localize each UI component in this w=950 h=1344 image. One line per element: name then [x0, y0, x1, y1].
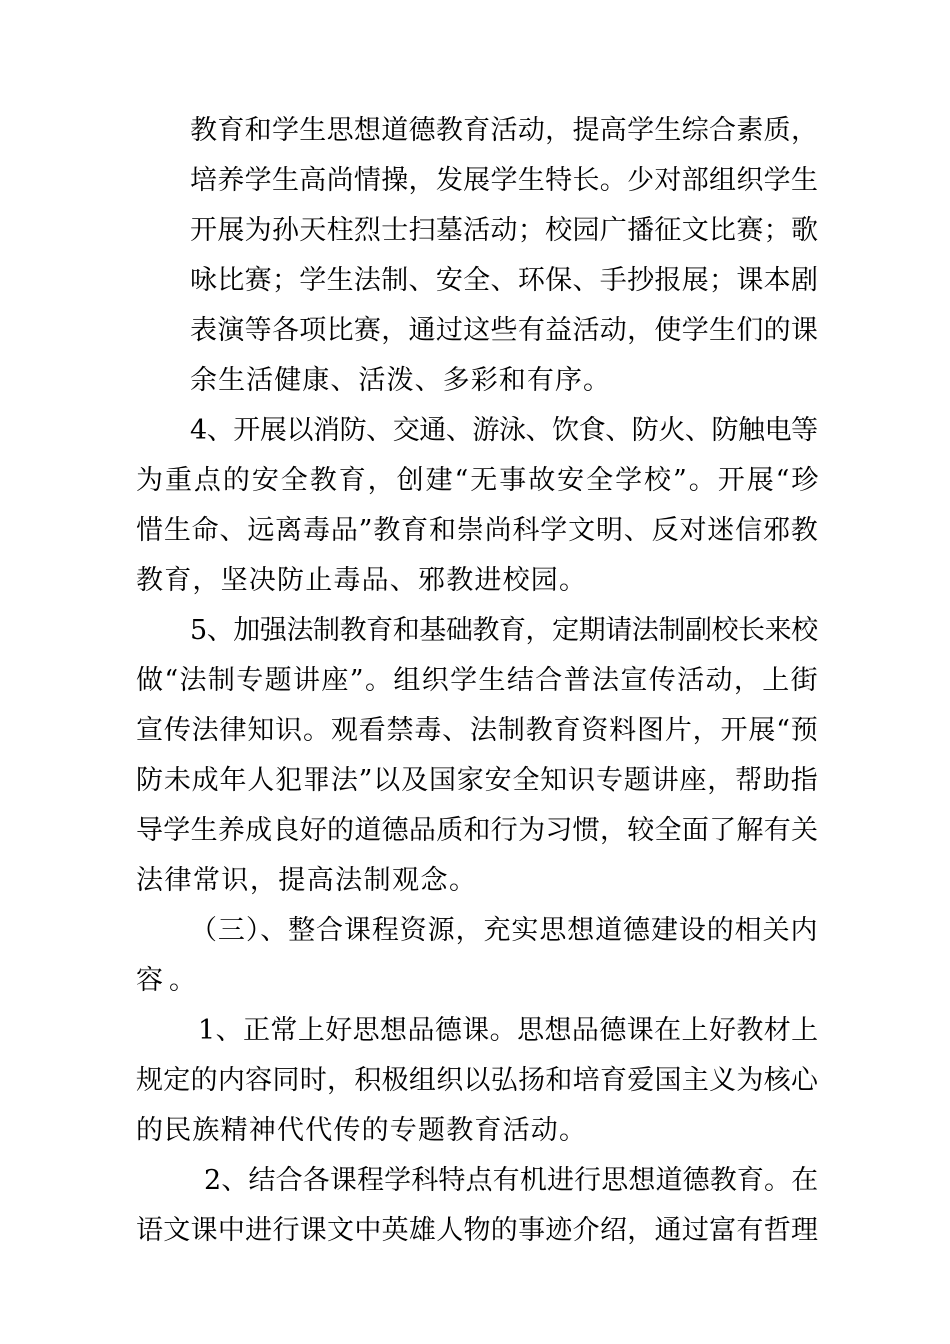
text-line: 规定的内容同时，积极组织以弘扬和培育爱国主义为核心 [136, 1065, 819, 1096]
text-line: 表演等各项比赛，通过这些有益活动，使学生们的课 [190, 315, 819, 346]
text-line: 语文课中进行课文中英雄人物的事迹介绍，通过富有哲理 [136, 1215, 819, 1246]
text-line: 4、开展以消防、交通、游泳、饮食、防火、防触电等 [190, 415, 818, 446]
text-line: 咏比赛；学生法制、安全、环保、手抄报展；课本剧 [190, 265, 819, 296]
text-line: 5、加强法制教育和基础教育，定期请法制副校长来校 [190, 615, 818, 646]
text-line: 1、正常上好思想品德课。思想品德课在上好教材上 [198, 1015, 819, 1046]
text-line: 开展为孙天柱烈士扫墓活动；校园广播征文比赛；歌 [190, 215, 819, 246]
text-line: 导学生养成良好的道德品质和行为习惯，较全面了解有关 [136, 815, 819, 846]
section-heading-line: （三）、整合课程资源，充实思想道德建设的相关内 [190, 915, 819, 946]
text-line: 防未成年人犯罪法”以及国家安全知识专题讲座，帮助指 [136, 765, 819, 796]
text-line: 2、结合各课程学科特点有机进行思想道德教育。在 [204, 1165, 819, 1196]
section-heading-line: 容。 [136, 965, 202, 996]
text-line: 余生活健康、活泼、多彩和有序。 [190, 365, 612, 396]
text-line: 做“法制专题讲座”。组织学生结合普法宣传活动，上街 [136, 665, 819, 696]
text-line: 培养学生高尚情操，发展学生特长。少对部组织学生 [190, 165, 819, 196]
text-line: 教育和学生思想道德教育活动，提高学生综合素质， [190, 115, 819, 146]
text-line: 为重点的安全教育，创建“无事故安全学校”。开展“珍 [136, 465, 821, 496]
text-line: 宣传法律知识。观看禁毒、法制教育资料图片，开展“预 [136, 715, 819, 746]
text-line: 法律常识，提高法制观念。 [136, 865, 478, 896]
text-line: 教育，坚决防止毒品、邪教进校园。 [136, 565, 588, 596]
text-line: 惜生命、远离毒品”教育和崇尚科学文明、反对迷信邪教 [136, 515, 819, 546]
text-line: 的民族精神代代传的专题教育活动。 [136, 1115, 588, 1146]
